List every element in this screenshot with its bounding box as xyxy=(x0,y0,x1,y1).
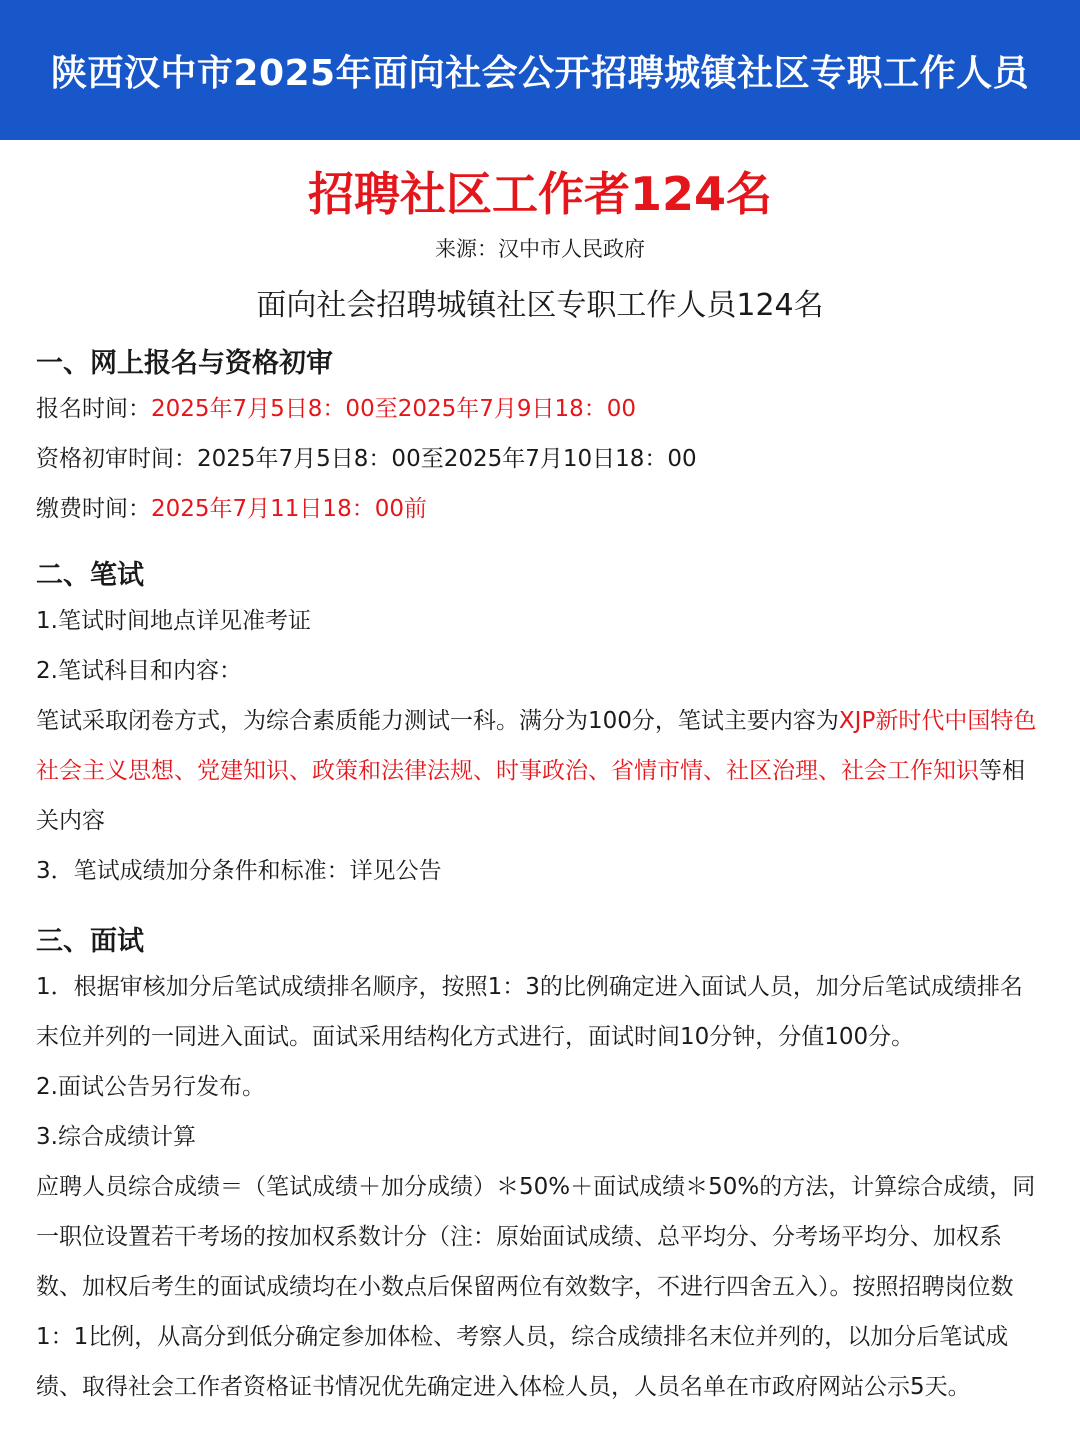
interview-item-2: 2.面试公告另行发布。 xyxy=(36,1074,265,1100)
article-body xyxy=(0,344,1080,1412)
section-2-title: 二、笔试 xyxy=(36,560,144,591)
header-banner xyxy=(0,0,1080,140)
fee-time-value: 2025年7月11日18：00前 xyxy=(151,496,427,522)
written-exam-item-3: 3．笔试成绩加分条件和标准：详见公告 xyxy=(36,858,442,884)
subtitle: 面向社会招聘城镇社区专职工作人员124名 xyxy=(256,288,824,323)
fee-time-label: 缴费时间： xyxy=(36,496,151,522)
signup-time-line xyxy=(36,384,1044,434)
written-exam-lead: 笔试采取闭卷方式，为综合素质能力测试一科。满分为100分，笔试主要内容为 xyxy=(36,708,839,734)
written-exam-item-1: 1.笔试时间地点详见准考证 xyxy=(36,608,311,634)
review-time-line: 资格初审时间：2025年7月5日8：00至2025年7月10日18：00 xyxy=(36,446,697,472)
fee-time-line xyxy=(36,484,1044,534)
interview-item-3: 3.综合成绩计算 xyxy=(36,1124,196,1150)
written-exam-tail: 等相关内容 xyxy=(36,758,1025,834)
written-exam-content-paragraph xyxy=(36,696,1044,846)
written-exam-topics: XJP新时代中国特色社会主义思想、党建知识、政策和法律法规、时事政治、省情市情、社区治理、社会工作知识 xyxy=(36,708,1037,784)
total-score-paragraph: 应聘人员综合成绩＝（笔试成绩＋加分成绩）＊50%＋面试成绩＊50%的方法，计算综合成绩，同一职位设置若干考场的按加权系数计分（注：原始面试成绩、总平均分、分考场平均分、加权系数、加权后考生的面试成绩均在小数点后保留两位有效数字，不进行四舍五入）。按照招聘岗位数1：1比例，从高分到低分确定参加体检、考察人员，综合成绩排名末位并列的，以加分后笔试成绩、取得社会工作者资格证书情况优先确定进入体检人员，人员名单在市政府网站公示5天。 xyxy=(36,1174,1036,1400)
headline: 招聘社区工作者124名 xyxy=(307,167,773,221)
written-exam-item-2: 2.笔试科目和内容： xyxy=(36,658,242,684)
signup-time-label: 报名时间： xyxy=(36,396,151,422)
banner-title: 陕西汉中市2025年面向社会公开招聘城镇社区专职工作人员 xyxy=(50,52,1030,94)
interview-item-1: 1．根据审核加分后笔试成绩排名顺序，按照1：3的比例确定进入面试人员，加分后笔试成绩排名末位并列的一同进入面试。面试采用结构化方式进行，面试时间10分钟，分值100分。 xyxy=(36,974,1023,1050)
source-line: 来源：汉中市人民政府 xyxy=(435,237,645,261)
signup-time-value: 2025年7月5日8：00至2025年7月9日18：00 xyxy=(151,396,637,422)
section-1-title: 一、网上报名与资格初审 xyxy=(36,348,333,379)
section-3-title: 三、面试 xyxy=(36,926,144,957)
